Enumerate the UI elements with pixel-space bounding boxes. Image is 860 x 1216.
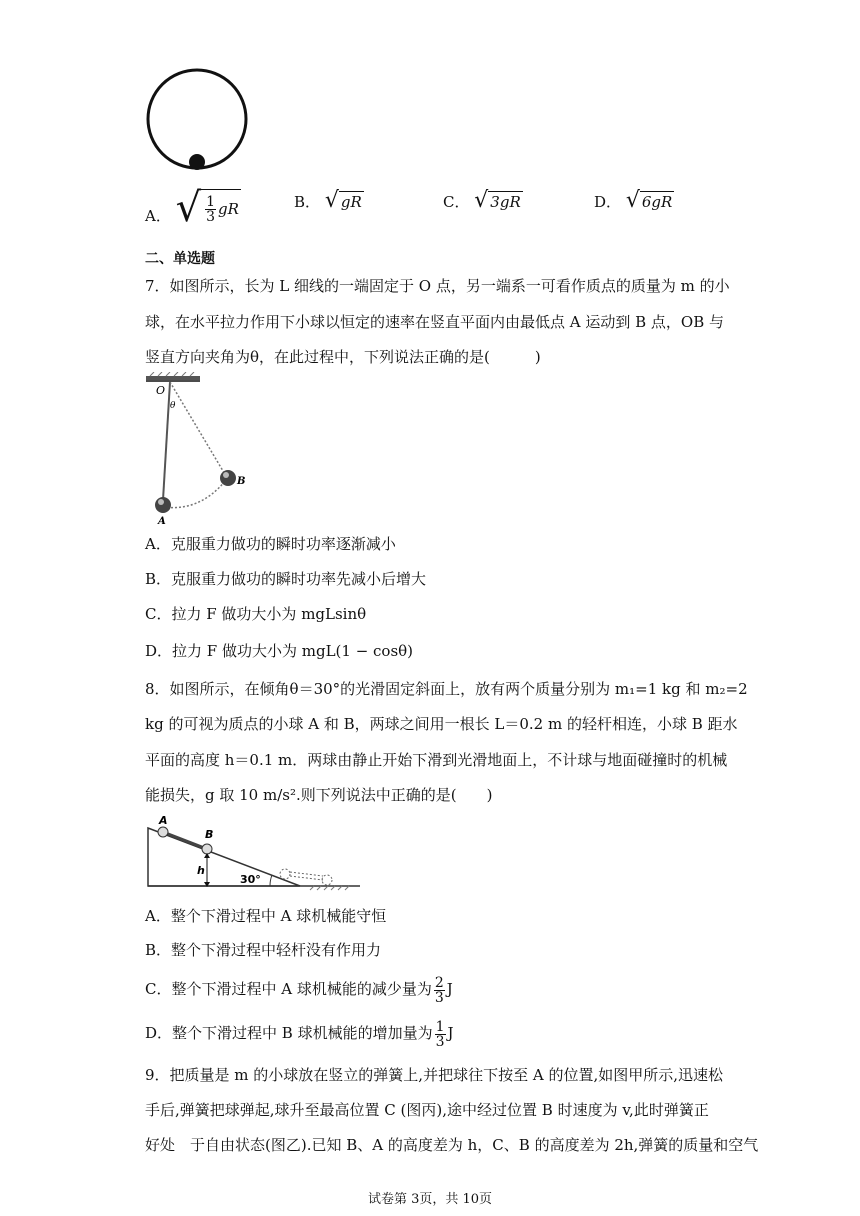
q7-option-b: B．克服重力做功的瞬时功率先减小后增大 xyxy=(145,570,427,588)
q9-line-3: 好处 于自由状态(图乙).已知 B、A 的高度差为 h，C、B 的高度差为 2h,弹簧的质量和空气 xyxy=(145,1136,759,1154)
circle-figure xyxy=(140,66,256,176)
pendulum-figure xyxy=(140,372,260,528)
sqrt-expression: √ $\frac{1}{3}$ gR xyxy=(175,185,239,231)
label-theta: θ xyxy=(170,401,176,411)
q7-option-c: C．拉力 F 做功大小为 mgLsinθ xyxy=(145,605,367,623)
q8-option-b: B．整个下滑过程中轻杆没有作用力 xyxy=(145,941,382,959)
circle-track xyxy=(148,70,246,168)
q9-line-1: 9．把质量是 m 的小球放在竖立的弹簧上,并把球往下按至 A 的位置,如图甲所示,迅速松 xyxy=(145,1066,723,1084)
ball xyxy=(189,154,205,170)
q7-option-d: D．拉力 F 做功大小为 mgL(1 − cosθ) xyxy=(145,642,414,660)
q6-choice-b: B． √ gR xyxy=(294,188,362,213)
label-b: B xyxy=(205,828,214,841)
q8-line-2: kg 的可视为质点的小球 A 和 B，两球之间用一根长 L＝0.2 m 的轻杆相连，小球 B 距水 xyxy=(145,715,738,733)
label-a: A xyxy=(158,516,166,527)
q8-line-4: 能损失，g 取 10 m/s².则下列说法中正确的是( ) xyxy=(145,786,493,804)
q8-option-c: C．整个下滑过程中 A 球机械能的减少量为 $\frac{2}{3}$ J xyxy=(145,974,453,1006)
page-footer: 试卷第 3页，共 10页 xyxy=(367,1192,493,1207)
incline-figure xyxy=(145,812,365,892)
q6-choice-d: D． √ 6gR xyxy=(594,188,673,213)
ball-a xyxy=(155,497,171,513)
q9-line-2: 手后,弹簧把球弹起,球升至最高位置 C (图丙),途中经过位置 B 时速度为 v,此时弹簧正 xyxy=(145,1101,709,1119)
label-b: B xyxy=(237,476,246,487)
q8-line-3: 平面的高度 h＝0.1 m．两球由静止开始下滑到光滑地面上，不计球与地面碰撞时的机械 xyxy=(145,751,728,769)
ball-b xyxy=(220,470,236,486)
label-h: h xyxy=(197,864,205,877)
q7-line-2: 球，在水平拉力作用下小球以恒定的速率在竖直平面内由最低点 A 运动到 B 点，OB 与 xyxy=(145,313,725,331)
section-heading: 二、单选题 xyxy=(145,251,215,267)
q6-choice-a: A． √ $\frac{1}{3}$ gR xyxy=(145,185,239,231)
q7-line-3: 竖直方向夹角为θ，在此过程中，下列说法正确的是( ) xyxy=(145,348,541,366)
label-angle: 30° xyxy=(240,873,261,886)
q7-line-1: 7．如图所示，长为 L 细线的一端固定于 O 点，另一端系一可看作质点的质量为 m 的小 xyxy=(145,277,730,295)
q8-option-a: A．整个下滑过程中 A 球机械能守恒 xyxy=(145,907,387,925)
label-o: O xyxy=(156,384,166,397)
q8-option-d: D．整个下滑过程中 B 球机械能的增加量为 $\frac{1}{3}$ J xyxy=(145,1018,454,1050)
q7-option-a: A．克服重力做功的瞬时功率逐渐减小 xyxy=(145,535,396,553)
q8-line-1: 8．如图所示，在倾角θ＝30°的光滑固定斜面上，放有两个质量分别为 m₁=1 kg 和 m₂=2 xyxy=(145,680,748,698)
label-a: A xyxy=(159,814,168,827)
q6-choice-c: C． √ 3gR xyxy=(443,188,521,213)
